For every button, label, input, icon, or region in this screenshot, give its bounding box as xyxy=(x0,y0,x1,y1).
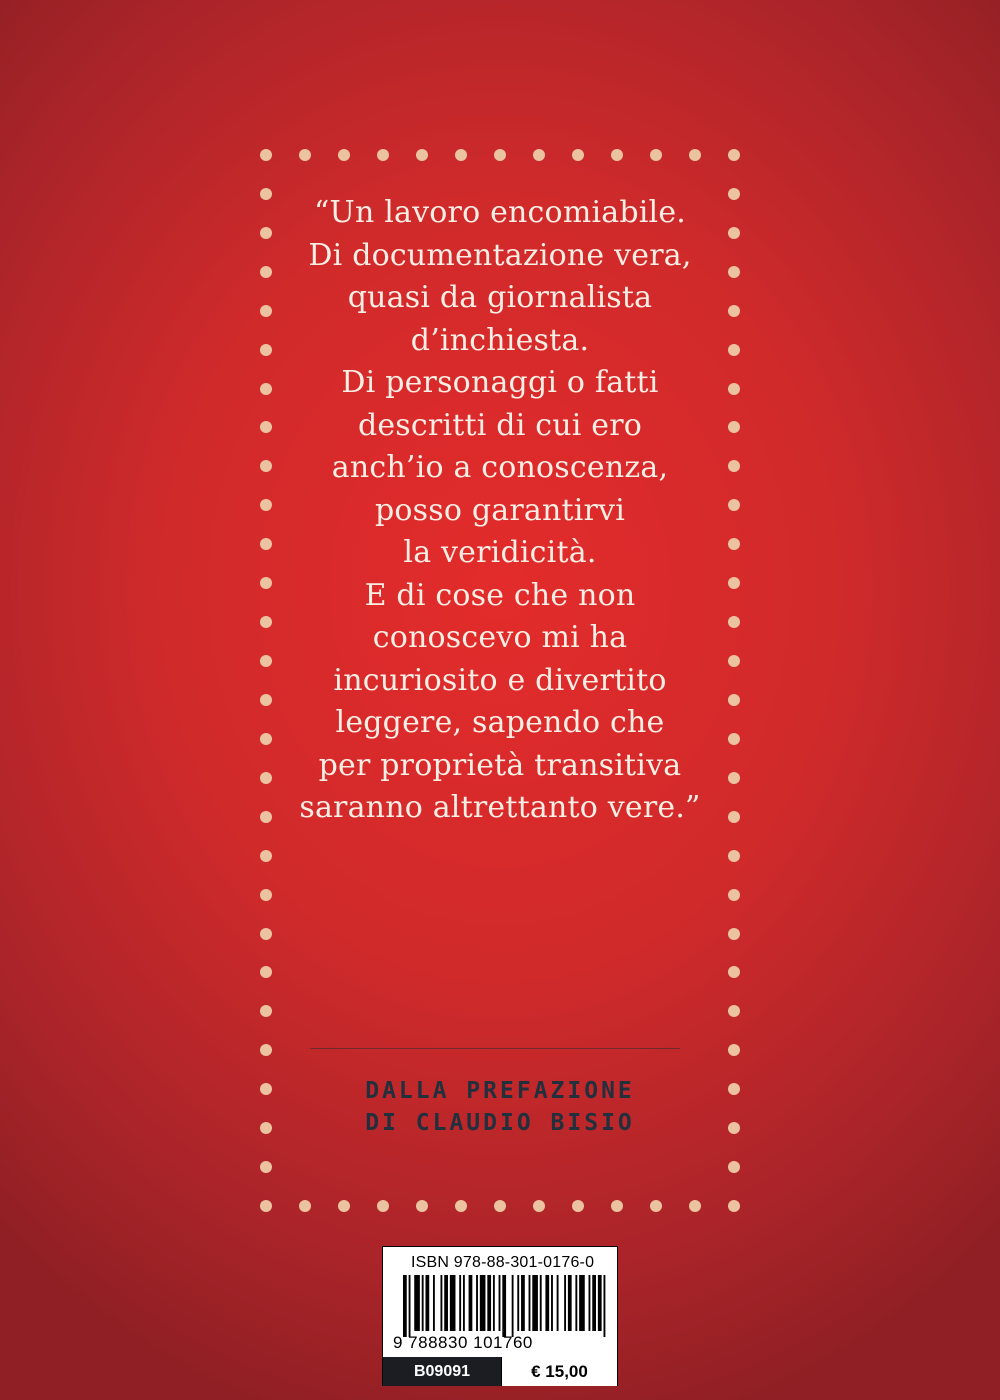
barcode-bar xyxy=(592,1275,596,1331)
barcode-bar xyxy=(502,1275,506,1337)
barcode-bar xyxy=(529,1275,531,1331)
quote-line: posso garantirvi xyxy=(374,492,626,528)
frame-dot xyxy=(260,149,272,161)
frame-dot xyxy=(728,928,740,940)
frame-dot xyxy=(338,1200,350,1212)
frame-dot xyxy=(533,1200,545,1212)
frame-dot xyxy=(299,149,311,161)
frame-dot xyxy=(260,1083,272,1095)
barcode-bar xyxy=(422,1275,424,1331)
barcode-bar xyxy=(403,1275,407,1337)
barcode-bar xyxy=(493,1275,495,1331)
barcode-panel xyxy=(382,1246,618,1386)
barcode-bar xyxy=(433,1275,435,1331)
frame-dot xyxy=(650,1200,662,1212)
barcode-bar xyxy=(459,1275,461,1331)
quote-line: E di cose che non xyxy=(364,577,636,613)
barcode-bar xyxy=(476,1275,478,1331)
barcode-bar xyxy=(425,1275,429,1331)
barcode-bar xyxy=(589,1275,591,1331)
barcode-bar xyxy=(414,1275,420,1331)
attribution-line-2: DI CLAUDIO BISIO xyxy=(365,1110,635,1136)
frame-dot xyxy=(728,1005,740,1017)
frame-dot xyxy=(416,1200,428,1212)
frame-dot xyxy=(455,1200,467,1212)
frame-dot xyxy=(338,149,350,161)
barcode-bar xyxy=(532,1275,538,1331)
barcode-bar xyxy=(512,1275,514,1337)
frame-dot xyxy=(689,149,701,161)
frame-dot xyxy=(728,1083,740,1095)
frame-dot xyxy=(455,149,467,161)
barcode-digits: 9 788830 101760 xyxy=(393,1333,533,1352)
barcode-bar xyxy=(463,1275,465,1331)
barcode-bar xyxy=(579,1275,585,1331)
quote-line: Di personaggi o fatti xyxy=(341,365,659,400)
barcode-bar xyxy=(450,1275,456,1331)
frame-dot xyxy=(260,1044,272,1056)
barcode-bar xyxy=(575,1275,577,1331)
quote-attribution xyxy=(300,1075,700,1139)
frame-dot xyxy=(260,966,272,978)
frame-dot xyxy=(572,1200,584,1212)
product-code: B09091 xyxy=(383,1357,501,1386)
frame-dot xyxy=(260,850,272,862)
quote-line: per proprietà transitiva xyxy=(318,747,682,783)
quote-line: descritti di cui ero xyxy=(357,407,643,443)
frame-dot xyxy=(728,1044,740,1056)
back-cover-quote xyxy=(250,192,750,830)
frame-dot xyxy=(260,1161,272,1173)
frame-dot xyxy=(533,149,545,161)
barcode-bar xyxy=(551,1275,553,1331)
barcode-bar xyxy=(540,1275,542,1331)
barcode-bar xyxy=(568,1275,572,1331)
frame-dot xyxy=(728,889,740,901)
frame-dot xyxy=(494,149,506,161)
barcode-bar xyxy=(440,1275,442,1331)
quote-line: anch’io a conoscenza, xyxy=(331,450,669,485)
frame-dot xyxy=(728,850,740,862)
barcode-bar xyxy=(564,1275,566,1331)
frame-dot xyxy=(611,149,623,161)
barcode-bar xyxy=(521,1275,525,1331)
frame-dot xyxy=(689,1200,701,1212)
frame-dot xyxy=(377,149,389,161)
quote-line: “Un lavoro encomiabile. xyxy=(313,195,687,230)
price: € 15,00 xyxy=(501,1357,617,1386)
frame-dot xyxy=(416,149,428,161)
frame-dot xyxy=(260,1200,272,1212)
barcode-bar xyxy=(444,1275,448,1331)
frame-dot xyxy=(260,1005,272,1017)
barcode-icon xyxy=(403,1275,611,1337)
frame-dot xyxy=(728,1161,740,1173)
frame-dot xyxy=(260,889,272,901)
barcode-bar xyxy=(499,1275,501,1331)
frame-dot xyxy=(728,1200,740,1212)
frame-dot xyxy=(299,1200,311,1212)
frame-dot xyxy=(650,149,662,161)
frame-dot xyxy=(572,149,584,161)
attribution-line-1: DALLA PREFAZIONE xyxy=(365,1078,635,1104)
frame-dot xyxy=(728,966,740,978)
quote-line: saranno altrettanto vere.” xyxy=(299,790,701,825)
barcode-bar xyxy=(517,1275,519,1331)
barcode-bar xyxy=(598,1275,602,1331)
divider-line xyxy=(310,1048,680,1049)
frame-dot xyxy=(611,1200,623,1212)
frame-dot xyxy=(260,928,272,940)
quote-line: quasi da giornalista xyxy=(347,280,653,315)
barcode-bar xyxy=(545,1275,549,1331)
quote-line: incuriosito e divertito xyxy=(333,662,667,698)
frame-dot xyxy=(377,1200,389,1212)
barcode-bar xyxy=(604,1275,606,1337)
frame-dot xyxy=(260,1122,272,1134)
frame-dot xyxy=(728,149,740,161)
quote-line: Di documentazione vera, xyxy=(308,237,692,273)
quote-line: conoscevo mi ha xyxy=(372,620,628,655)
frame-dot xyxy=(728,1122,740,1134)
quote-line: la veridicità. xyxy=(403,535,597,570)
quote-line: d’inchiesta. xyxy=(410,322,590,358)
frame-dot xyxy=(494,1200,506,1212)
barcode-bar xyxy=(469,1275,473,1331)
barcode-bar xyxy=(409,1275,411,1337)
quote-line: leggere, sapendo che xyxy=(335,705,665,740)
barcode-bar xyxy=(557,1275,559,1331)
barcode-bar xyxy=(480,1275,486,1331)
isbn-label: ISBN 978-88-301-0176-0 xyxy=(411,1254,595,1271)
barcode-bar xyxy=(487,1275,491,1331)
